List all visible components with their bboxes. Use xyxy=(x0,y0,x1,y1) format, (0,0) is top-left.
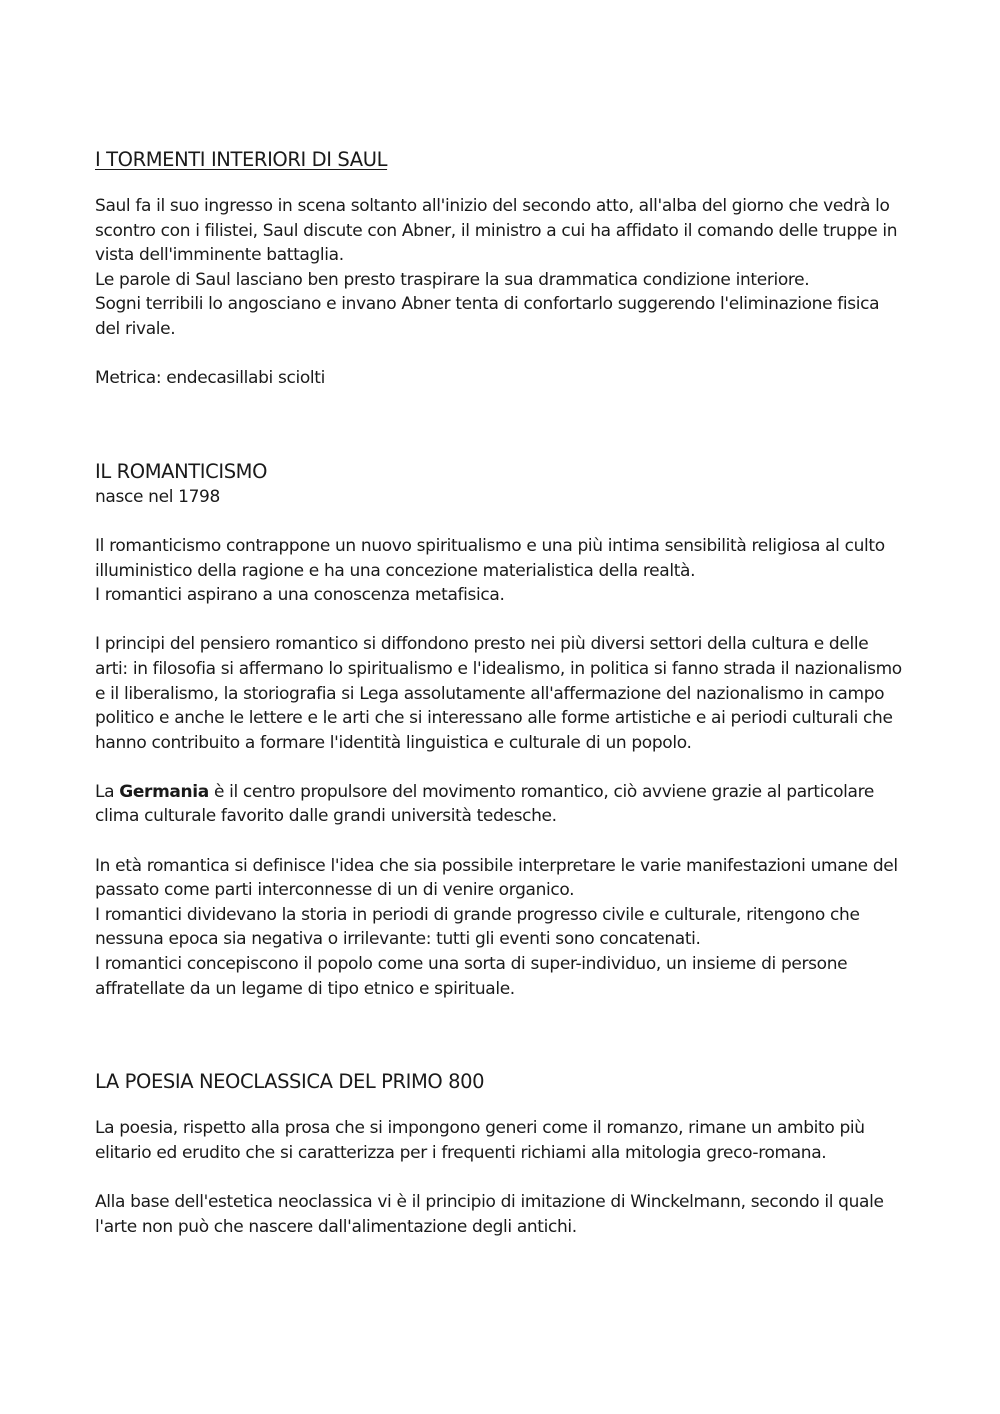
paragraph-germania xyxy=(95,780,910,829)
section-title-poesia-neoclassica: LA POESIA NEOCLASSICA DEL PRIMO 800 xyxy=(95,1070,485,1094)
text-line: affratellate da un legame di tipo etnico e spirituale. xyxy=(95,978,515,999)
text-line: scontro con i filistei, Saul discute con Abner, il ministro a cui ha affidato il comando delle truppe in xyxy=(95,220,898,241)
paragraph-poesia-2 xyxy=(95,1190,910,1239)
text-span: La xyxy=(95,781,120,802)
text-line: In età romantica si definisce l'idea che sia possibile interpretare le varie manifestazioni umane del xyxy=(95,855,898,876)
paragraph-romanticismo-2 xyxy=(95,632,910,755)
text-line: arti: in filosofia si affermano lo spiritualismo e l'idealismo, in politica si fanno strada il nazionalismo xyxy=(95,658,902,679)
paragraph-poesia-1 xyxy=(95,1116,910,1165)
text-line: passato come parti interconnesse di un di venire organico. xyxy=(95,880,575,901)
text-line xyxy=(95,780,910,805)
bold-term: Germania xyxy=(119,781,209,802)
section-subtitle: nasce nel 1798 xyxy=(95,486,220,507)
text-line: politico e anche le lettere e le arti che si interessano alle forme artistiche e ai periodi culturali che xyxy=(95,708,893,729)
text-line: La poesia, rispetto alla prosa che si impongono generi come il romanzo, rimane un ambito più xyxy=(95,1118,865,1139)
text-line: I romantici aspirano a una conoscenza metafisica. xyxy=(95,585,505,606)
text-line: elitario ed erudito che si caratterizza per i frequenti richiami alla mitologia greco-romana. xyxy=(95,1142,827,1163)
text-line: Il romanticismo contrappone un nuovo spiritualismo e una più intima sensibilità religiosa al culto xyxy=(95,535,885,556)
text-line: illuministico della ragione e ha una concezione materialistica della realtà. xyxy=(95,560,696,581)
section-title-saul: I TORMENTI INTERIORI DI SAUL xyxy=(95,148,388,171)
text-line: nessuna epoca sia negativa o irrilevante: tutti gli eventi sono concatenati. xyxy=(95,929,701,950)
paragraph-romanticismo-1 xyxy=(95,534,910,608)
paragraph-romanticismo-4 xyxy=(95,854,910,1002)
text-line: Saul fa il suo ingresso in scena soltanto all'inizio del secondo atto, all'alba del giorno che vedrà lo xyxy=(95,196,890,216)
paragraph-saul xyxy=(95,194,910,342)
text-line: vista dell'imminente battaglia. xyxy=(95,245,344,266)
text-line: l'arte non può che nascere dall'alimentazione degli antichi. xyxy=(95,1216,577,1237)
text-line: e il liberalismo, la storiografia si Lega assolutamente all'affermazione del nazionalismo in campo xyxy=(95,683,885,704)
text-line: del rivale. xyxy=(95,318,176,339)
document-page xyxy=(95,147,910,1239)
text-line: clima culturale favorito dalle grandi università tedesche. xyxy=(95,806,557,827)
text-span: è il centro propulsore del movimento romantico, ciò avviene grazie al particolare xyxy=(208,781,874,802)
text-line: hanno contribuito a formare l'identità linguistica e culturale di un popolo. xyxy=(95,732,692,753)
text-line: Alla base dell'estetica neoclassica vi è il principio di imitazione di Winckelmann, secondo il quale xyxy=(95,1192,884,1212)
text-line: I romantici concepiscono il popolo come una sorta di super-individuo, un insieme di persone xyxy=(95,954,848,975)
text-line: I romantici dividevano la storia in periodi di grande progresso civile e culturale, ritengono che xyxy=(95,904,860,925)
section-title-romanticismo: IL ROMANTICISMO xyxy=(95,459,268,483)
text-line: Le parole di Saul lasciano ben presto traspirare la sua drammatica condizione interiore. xyxy=(95,269,810,290)
text-line: I principi del pensiero romantico si diffondono presto nei più diversi settori della cultura e delle xyxy=(95,634,869,655)
metrica-line: Metrica: endecasillabi sciolti xyxy=(95,368,325,389)
text-line: Sogni terribili lo angosciano e invano Abner tenta di confortarlo suggerendo l'eliminazione fisica xyxy=(95,294,880,315)
